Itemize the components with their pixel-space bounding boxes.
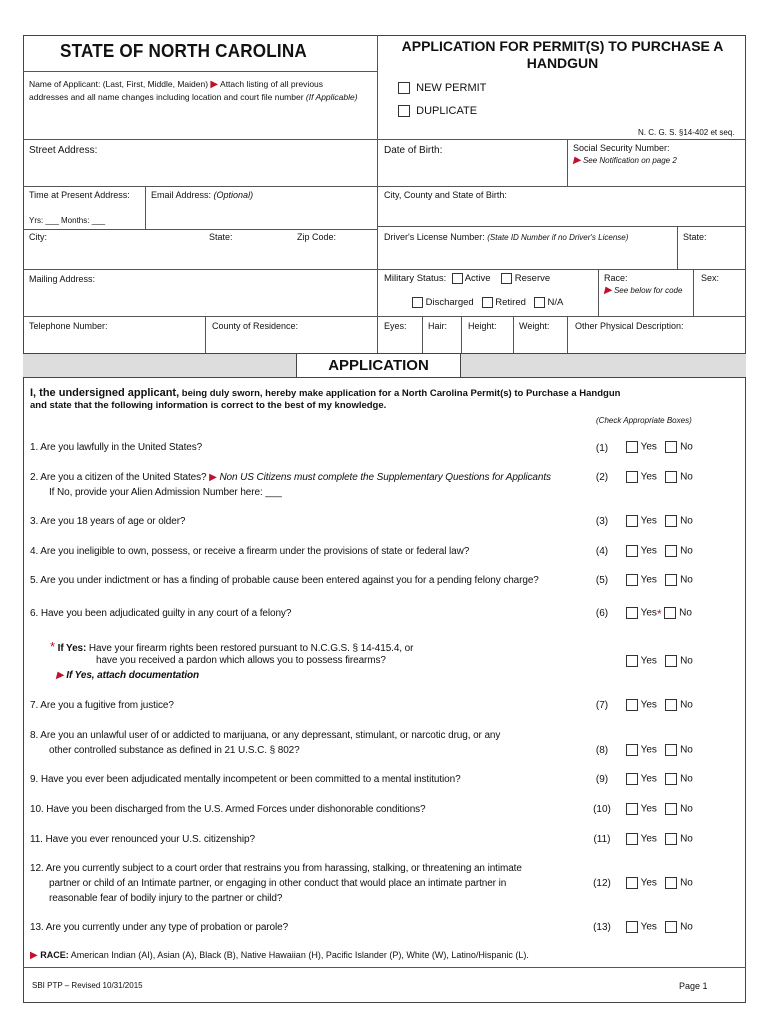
no-label: No [680,921,693,933]
duplicate-checkbox[interactable] [398,105,410,117]
yes-label: Yes [640,803,657,815]
race-codes: American Indian (AI), Asian (A), Black (B), Native Hawaiian (H), Pacific Islander (P), White (W), Latino/Hispanic (L). [70,950,529,960]
name-note-2: addresses and all name changes including location and court file number [29,92,304,102]
no-checkbox[interactable] [665,803,677,815]
yes-label: Yes [640,744,657,756]
q6-attach: If Yes, attach documentation [66,670,200,681]
no-label: No [680,773,693,785]
no-label: No [680,744,693,756]
height-label: Height: [468,321,497,331]
no-label: No [680,655,693,667]
no-label: No [680,441,693,453]
license-label: Driver's License Number: [384,232,485,242]
no-checkbox[interactable] [665,441,677,453]
license-state-label: State: [683,232,707,242]
qnum-2: (2) [595,472,609,483]
retired-checkbox[interactable] [482,297,493,308]
question-12c: reasonable fear of bodily injury to the partner or child? [49,893,283,904]
state-title: STATE OF NORTH CAROLINA [60,41,307,61]
question-8: 8. Are you an unlawful user of or addicted to marijuana, or any depressant, stimulant, or narcotic drug, or any [30,730,501,741]
race-label: Race: [604,273,628,283]
yes-checkbox[interactable] [626,655,638,667]
no-label: No [680,699,693,711]
application-header [23,353,746,378]
answer-2 [626,471,693,483]
no-checkbox[interactable] [665,921,677,933]
yes-label: Yes [640,545,657,557]
na-label: N/A [547,297,564,309]
yes-checkbox[interactable] [626,574,638,586]
yes-checkbox[interactable] [626,803,638,815]
arrow-icon: ▶ [210,79,219,90]
active-label: Active [464,273,491,285]
qnum-8: (8) [595,745,609,756]
intro-rest: being duly sworn, hereby make application for a North Carolina Permit(s) to Purchase a Handgun [179,388,621,399]
yes-checkbox[interactable] [626,833,638,845]
arrow-icon: ▶ [209,472,217,483]
yes-checkbox[interactable] [626,471,638,483]
answer-5 [626,574,693,586]
reserve-checkbox[interactable] [501,273,512,284]
q6-if-yes: If Yes: [57,643,87,654]
reserve-label: Reserve [514,273,551,285]
no-label: No [680,833,693,845]
answer-11 [626,833,693,845]
qnum-9: (9) [595,774,609,785]
check-note: (Check Appropriate Boxes) [596,416,692,425]
no-checkbox[interactable] [665,773,677,785]
question-12b: partner or child of an Intimate partner, or engaging in other conduct that would place an intimate partner in [49,878,507,889]
answer-1 [626,441,693,453]
new-permit-checkbox[interactable] [398,82,410,94]
yes-checkbox[interactable] [626,773,638,785]
sex-label: Sex: [701,273,720,283]
years-months: Yrs: ___ Months: ___ [29,216,106,225]
race-note: See below for code [613,286,683,295]
duplicate-label: DUPLICATE [416,105,478,117]
no-label: No [680,574,693,586]
name-label: Name of Applicant: (Last, First, Middle, Maiden) [29,79,209,89]
no-checkbox[interactable] [665,744,677,756]
yes-checkbox[interactable] [626,441,638,453]
yes-label: Yes [640,877,657,889]
discharged-label: Discharged [425,297,474,309]
yes-checkbox[interactable] [626,744,638,756]
question-1: 1. Are you lawfully in the United States? [30,442,203,453]
discharged-checkbox[interactable] [412,297,423,308]
state-label: State: [209,232,233,242]
county-label: County of Residence: [212,321,299,331]
question-9: 9. Have you ever been adjudicated mentally incompetent or been committed to a mental institution? [30,774,461,785]
phone-label: Telephone Number: [29,321,108,331]
form-title: APPLICATION FOR PERMIT(S) TO PURCHASE A HANDGUN [401,38,724,71]
no-checkbox[interactable] [665,545,677,557]
yes-checkbox[interactable] [626,699,638,711]
q6-sub-2: have you received a pardon which allows you to possess firearms? [96,655,386,666]
yes-checkbox[interactable] [626,921,638,933]
asterisk-icon: * [50,639,55,654]
arrow-icon: ▶ [573,155,581,166]
email-optional: (Optional) [213,190,254,200]
weight-label: Weight: [519,321,550,331]
no-checkbox[interactable] [665,877,677,889]
no-label: No [680,877,693,889]
yes-label: Yes [640,655,657,667]
question-7: 7. Are you a fugitive from justice? [30,700,174,711]
answer-7 [626,699,693,711]
revision-note: SBI PTP – Revised 10/31/2015 [32,981,143,990]
yes-label: Yes [640,441,657,453]
no-checkbox[interactable] [665,833,677,845]
intro-line-2: and state that the following information is correct to the best of my knowledge. [30,400,387,411]
military-label: Military Status: [384,273,447,285]
qnum-4: (4) [595,546,609,557]
arrow-icon: ▶ [604,285,612,296]
qnum-3: (3) [595,516,609,527]
asterisk-icon: * [656,607,662,621]
yes-label: Yes [640,471,657,483]
hair-label: Hair: [428,321,448,331]
answer-8 [626,744,693,756]
birthplace-label: City, County and State of Birth: [384,190,507,200]
qnum-10: (10) [593,804,611,815]
retired-label: Retired [495,297,526,309]
city-label: City: [29,232,47,242]
answer-6-sub [626,655,693,667]
zip-label: Zip Code: [297,232,337,242]
question-3: 3. Are you 18 years of age or older? [30,516,186,527]
new-permit-label: NEW PERMIT [416,82,487,94]
race-codes-label: RACE: [40,950,69,960]
answer-9 [626,773,693,785]
qnum-1: (1) [595,443,609,454]
q6-sub-1: Have your firearm rights been restored pursuant to N.C.G.S. § 14-415.4, or [88,643,414,654]
no-checkbox[interactable] [665,699,677,711]
question-11: 11. Have you ever renounced your U.S. citizenship? [30,834,255,845]
page-number: Page 1 [679,981,708,991]
yes-label: Yes [640,833,657,845]
active-checkbox[interactable] [452,273,463,284]
name-note-3: (If Applicable) [305,92,358,102]
answer-6 [626,607,692,621]
application-heading: APPLICATION [296,353,461,378]
time-present-label: Time at Present Address: [29,190,130,200]
yes-label: Yes [640,607,657,619]
street-label: Street Address: [29,145,98,156]
answer-4 [626,545,693,557]
qnum-7: (7) [595,700,609,711]
dob-label: Date of Birth: [384,145,443,156]
question-13: 13. Are you currently under any type of probation or parole? [30,922,289,933]
qnum-13: (13) [593,922,611,933]
mailing-label: Mailing Address: [29,274,96,284]
name-note: Attach listing of all previous [220,79,324,89]
intro-bold: I, the undersigned applicant, [30,387,180,399]
no-label: No [680,515,693,527]
eyes-label: Eyes: [384,321,407,331]
question-5: 5. Are you under indictment or has a finding of probable cause been entered against you for a pending felony charge? [30,575,539,586]
question-12: 12. Are you currently subject to a court order that restrains you from harassing, stalking, or threatening an intimate [30,863,522,874]
na-checkbox[interactable] [534,297,545,308]
yes-checkbox[interactable] [626,877,638,889]
ssn-label: Social Security Number: [573,143,670,153]
question-2-note: Non US Citizens must complete the Supplementary Questions for Applicants [219,472,551,483]
no-label: No [680,803,693,815]
no-checkbox[interactable] [665,515,677,527]
yes-label: Yes [640,699,657,711]
yes-checkbox[interactable] [626,607,638,619]
yes-label: Yes [640,515,657,527]
no-checkbox[interactable] [665,471,677,483]
no-checkbox[interactable] [665,655,677,667]
question-10: 10. Have you been discharged from the U.S. Armed Forces under dishonorable conditions? [30,804,426,815]
statute-ref: N. C. G. S. §14-402 et seq. [638,128,735,137]
ssn-note: See Notification on page 2 [582,156,677,165]
no-label: No [680,471,693,483]
qnum-6: (6) [595,608,609,619]
question-4: 4. Are you ineligible to own, possess, or receive a firearm under the provisions of state or federal law? [30,546,470,557]
no-checkbox[interactable] [664,607,676,619]
answer-13 [626,921,693,933]
email-label: Email Address: [151,190,212,200]
question-2: 2. Are you a citizen of the United States? [30,472,207,483]
arrow-icon: ▶ [30,950,38,961]
no-label: No [680,545,693,557]
license-note: (State ID Number if no Driver's License) [487,233,629,242]
answer-12 [626,877,693,889]
yes-checkbox[interactable] [626,515,638,527]
qnum-5: (5) [595,575,609,586]
question-8b: other controlled substance as defined in 21 U.S.C. § 802? [49,745,300,756]
qnum-12: (12) [593,878,611,889]
arrow-icon: ▶ [56,670,64,681]
yes-label: Yes [640,773,657,785]
question-6: 6. Have you been adjudicated guilty in any court of a felony? [30,608,292,619]
yes-label: Yes [640,921,657,933]
qnum-11: (11) [593,834,611,845]
answer-3 [626,515,693,527]
no-label: No [679,607,692,619]
answer-10 [626,803,693,815]
other-desc-label: Other Physical Description: [575,321,684,331]
yes-label: Yes [640,574,657,586]
no-checkbox[interactable] [665,574,677,586]
question-2-alien: If No, provide your Alien Admission Number here: ___ [49,487,282,498]
yes-checkbox[interactable] [626,545,638,557]
